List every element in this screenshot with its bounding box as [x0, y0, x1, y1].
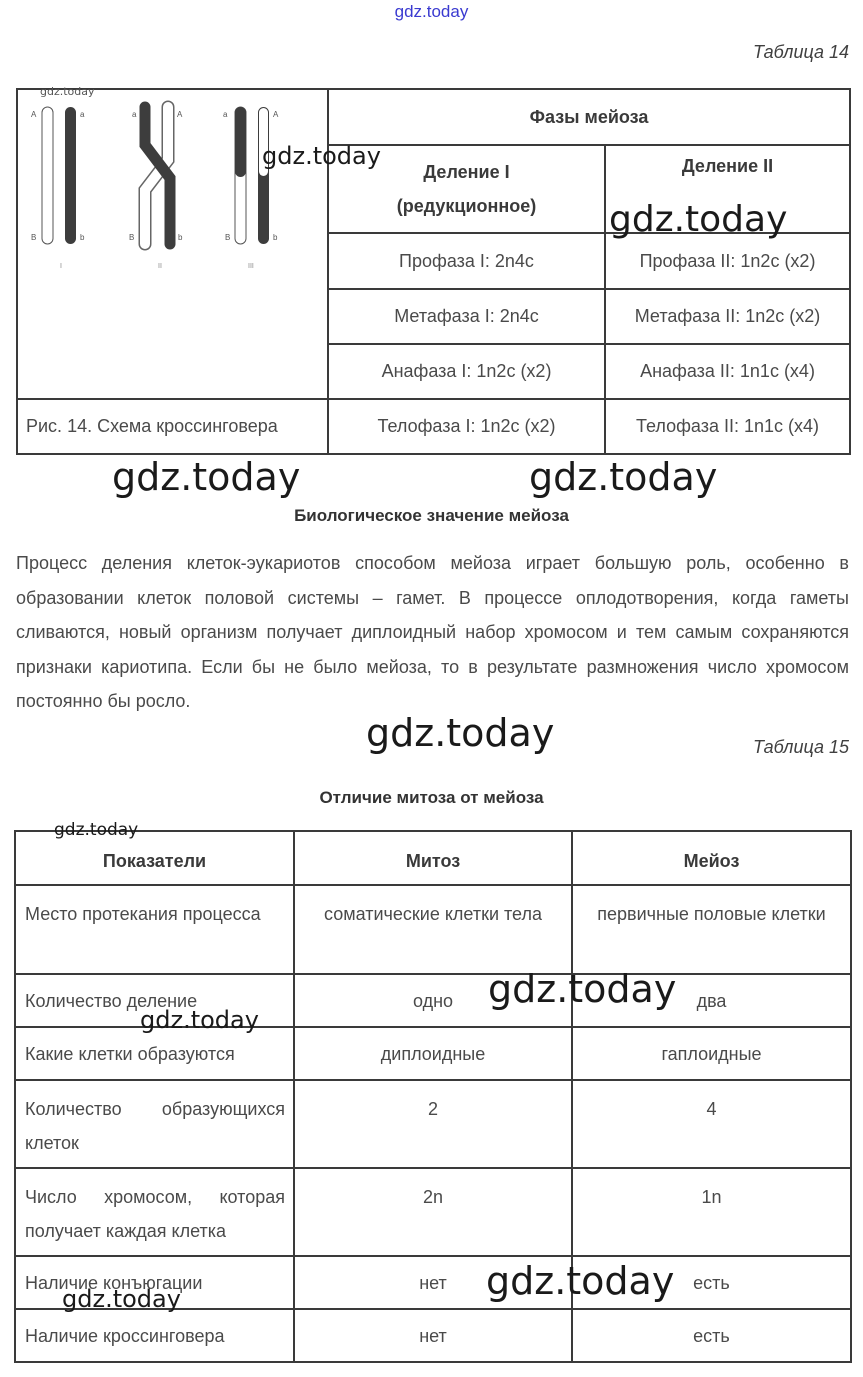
row-mitosis: нет: [294, 1256, 572, 1309]
mitosis-meiosis-table: [14, 830, 852, 1363]
label-a-3: a: [223, 110, 228, 119]
telophase-2: Телофаза II: 1n1c (x4): [605, 399, 850, 454]
row-meiosis: два: [572, 974, 851, 1027]
row-meiosis: есть: [572, 1309, 851, 1362]
chromosome-dark-1: [65, 107, 76, 244]
row-mitosis: диплоидные: [294, 1027, 572, 1080]
watermark: gdz.today: [488, 967, 677, 1011]
row-mitosis: нет: [294, 1309, 572, 1362]
division-2-header: Деление II: [605, 145, 850, 233]
meiosis-phases-table: [16, 85, 851, 455]
label-a-1: a: [80, 110, 85, 119]
label-a-2: a: [132, 110, 137, 119]
label-b-3: b: [273, 233, 278, 242]
row-meiosis: 1n: [572, 1168, 851, 1256]
crossing-over-diagram: [18, 90, 327, 398]
stage-label-2: II: [158, 263, 162, 270]
label-A-1: A: [31, 110, 37, 119]
anaphase-1: Анафаза I: 1n2c (x2): [328, 344, 605, 399]
row-label: Место протекания процесса: [15, 885, 294, 974]
row-label: Число хромосом, которая получает каждая клетка: [15, 1168, 294, 1256]
telophase-1: Телофаза I: 1n2c (x2): [328, 399, 605, 454]
header-mitosis: Митоз: [294, 831, 572, 885]
header-meiosis: Мейоз: [572, 831, 851, 885]
row-label: Какие клетки образуются: [15, 1027, 294, 1080]
watermark: gdz.today: [54, 820, 139, 840]
row-mitosis: соматические клетки тела: [294, 885, 572, 974]
row-meiosis: 4: [572, 1080, 851, 1168]
watermark: gdz.today: [529, 455, 718, 499]
watermark: gdz.today: [486, 1259, 675, 1303]
table15-title: Отличие митоза от мейоза: [319, 788, 544, 807]
label-b-2: b: [178, 233, 183, 242]
anaphase-2: Анафаза II: 1n1c (x4): [605, 344, 850, 399]
table15-caption: Таблица 15: [752, 737, 849, 757]
row-meiosis: гаплоидные: [572, 1027, 851, 1080]
prophase-2: Профаза II: 1n2c (x2): [605, 233, 850, 289]
row-label: Наличие кроссинговера: [15, 1309, 294, 1362]
header-indicators: Показатели: [15, 831, 294, 885]
row-meiosis: первичные половые клетки: [572, 885, 851, 974]
watermark: gdz.today: [609, 199, 788, 240]
row-label: Наличие конъюгации: [15, 1256, 294, 1309]
watermark-top: gdz.today: [394, 2, 469, 21]
label-B-1: B: [31, 233, 37, 242]
label-B-2: B: [129, 233, 135, 242]
metaphase-1: Метафаза I: 2n4c: [328, 289, 605, 344]
figure-caption: Рис. 14. Схема кроссинговера: [17, 399, 328, 454]
label-A-2: A: [177, 110, 183, 119]
metaphase-2: Метафаза II: 1n2c (x2): [605, 289, 850, 344]
row-label: Количество образующихся клеток: [15, 1080, 294, 1168]
label-A-3: A: [273, 110, 279, 119]
watermark: gdz.today: [140, 1006, 259, 1034]
row-mitosis: 2: [294, 1080, 572, 1168]
row-mitosis: 2n: [294, 1168, 572, 1256]
watermark: gdz.today: [262, 142, 381, 170]
crossing-over-diagram-cell: [17, 89, 328, 399]
row-meiosis: есть: [572, 1256, 851, 1309]
watermark: gdz.today: [366, 711, 555, 755]
division-1-subtitle: (редукционное): [396, 196, 537, 216]
stage-label-3: III: [248, 263, 254, 270]
prophase-1: Профаза I: 2n4c: [328, 233, 605, 289]
stage-label-1: I: [60, 263, 62, 270]
watermark: gdz.today: [112, 455, 301, 499]
watermark: gdz.today: [62, 1285, 181, 1313]
row-mitosis: одно: [294, 974, 572, 1027]
section-title: Биологическое значение мейоза: [294, 506, 569, 525]
watermark: gdz.today: [40, 85, 95, 98]
table14-caption: Таблица 14: [752, 42, 849, 62]
label-B-3: B: [225, 233, 231, 242]
table14-header: Фазы мейоза: [328, 89, 850, 145]
section-paragraph: Процесс деления клеток-эукариотов способом мейоза играет большую роль, особенно в образовании клеток половой системы – гамет. В процессе оплодотворения, когда гаметы сливаются, новый организм получает диплоидный набор хромосом и тем самым сохраняются признаки кариотипа. Если бы не было мейоза, то в результате размножения число хромосом постоянно бы росло.: [16, 553, 849, 711]
label-b-1: b: [80, 233, 85, 242]
row-label: Количество деление: [15, 974, 294, 1027]
chromosome-white-1: [42, 107, 53, 244]
division-1-title: Деление I: [423, 162, 510, 182]
